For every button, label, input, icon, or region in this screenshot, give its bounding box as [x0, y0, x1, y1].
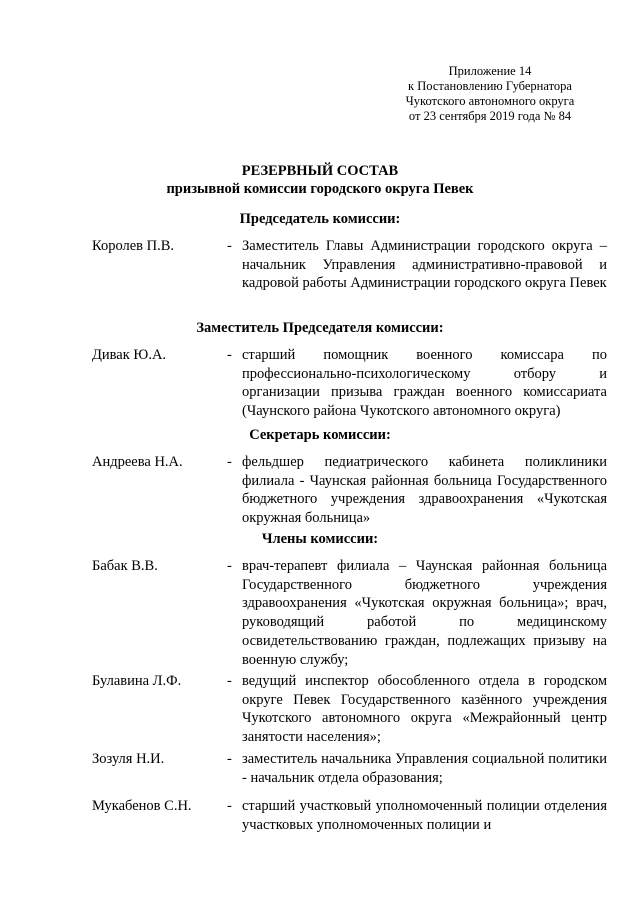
member-dash: - — [227, 798, 232, 814]
member-name: Андреева Н.А. — [92, 454, 183, 470]
member-dash: - — [227, 751, 232, 767]
member-dash: - — [227, 347, 232, 363]
title-line-1: РЕЗЕРВНЫЙ СОСТАВ — [241, 163, 399, 179]
member-position: фельдшер педиатрического кабинета поликлиники филиала - Чаунская районная больница Государственного бюджетного учреждения здравоохранения «Чукотская окружная больница» — [242, 454, 607, 527]
member-name: Бабак В.В. — [92, 558, 158, 574]
member-name: Дивак Ю.А. — [92, 347, 167, 363]
member-dash: - — [227, 673, 232, 689]
member-dash: - — [227, 558, 232, 574]
section-secretary: Секретарь комиссии: — [249, 427, 391, 443]
member-dash: - — [227, 454, 232, 470]
member-name: Зозуля Н.И. — [92, 751, 165, 767]
member-position: ведущий инспектор обособленного отдела в городском округе Певек Государственного казённого учреждения Чукотского автономного округа «Межрайонный центр занятости населения»; — [242, 673, 607, 746]
member-name: Булавина Л.Ф. — [92, 673, 182, 689]
annex-decree: к Постановлению Губернатора — [408, 79, 572, 93]
title-line-2: призывной комиссии городского округа Певек — [166, 181, 474, 197]
document-title — [0, 162, 640, 198]
member-position: старший участковый уполномоченный полиции отделения участковых уполномоченных полиции и — [242, 798, 607, 833]
member-name: Мукабенов С.Н. — [92, 798, 192, 814]
annex-block — [390, 64, 590, 124]
member-position: Заместитель Главы Администрации городского округа – начальник Управления административно-правовой и кадровой работы Администрации городского округа Певек — [242, 238, 607, 292]
section-deputy: Заместитель Председателя комиссии: — [196, 320, 444, 336]
annex-region: Чукотского автономного округа — [405, 94, 575, 108]
annex-date: от 23 сентября 2019 года № 84 — [408, 109, 572, 123]
member-name: Королев П.В. — [92, 238, 175, 254]
member-dash: - — [227, 238, 232, 254]
section-chairman: Председатель комиссии: — [239, 211, 401, 227]
member-position: врач-терапевт филиала – Чаунская районная больница Государственного бюджетного учреждения здравоохранения «Чукотская окружная больница»; врач, руководящий работой по медицинскому освидетельствованию граждан, подлежащих призыву на военную службу; — [242, 558, 607, 668]
member-position: заместитель начальника Управления социальной политики - начальник отдела образования; — [242, 751, 607, 786]
member-position: старший помощник военного комиссара по профессионально-психологическому отбору и организации призыва граждан военного комиссариата (Чаунского района Чукотского автономного округа) — [242, 347, 607, 420]
section-members: Члены комиссии: — [261, 531, 379, 547]
annex-number: Приложение 14 — [448, 64, 532, 78]
